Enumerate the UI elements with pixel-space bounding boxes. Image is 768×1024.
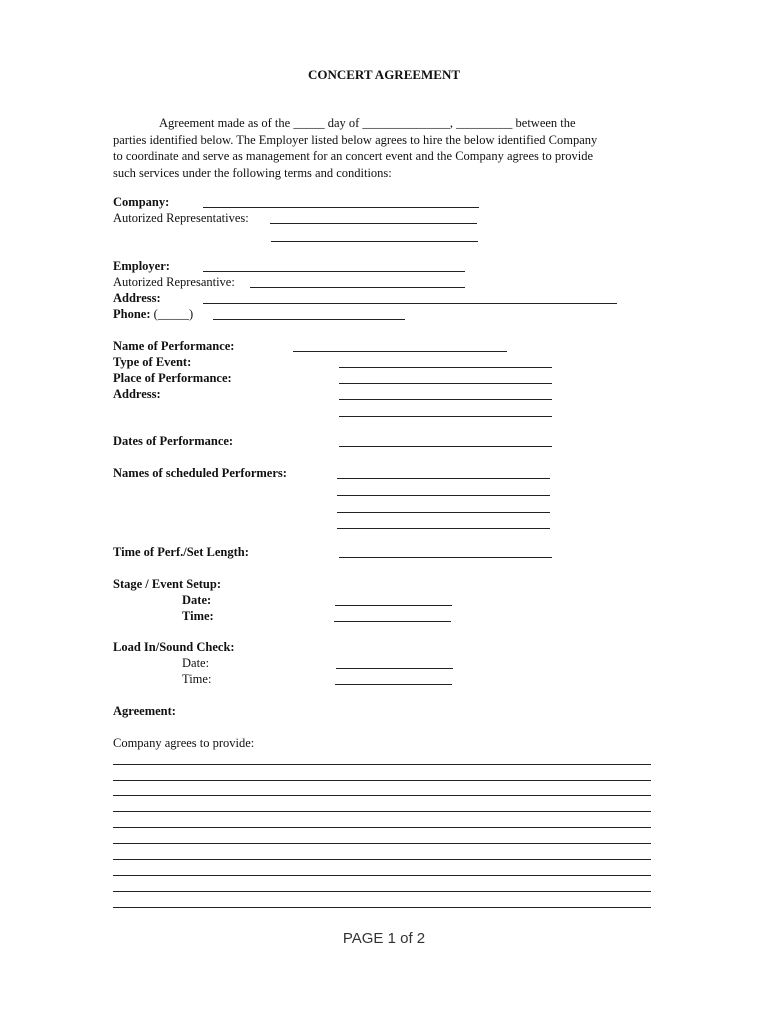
employer-phone-area-code[interactable]: (_____) bbox=[153, 307, 194, 321]
load-in-time-label: Time: bbox=[182, 672, 212, 686]
performance-place-label: Place of Performance: bbox=[113, 371, 232, 385]
employer-label: Employer: bbox=[113, 259, 170, 273]
performers-label: Names of scheduled Performers: bbox=[113, 466, 287, 480]
intro-paragraph bbox=[113, 115, 656, 181]
employer-phone-label: Phone: bbox=[113, 307, 151, 321]
performance-dates-label: Dates of Performance: bbox=[113, 434, 234, 448]
load-in-label: Load In/Sound Check: bbox=[113, 640, 235, 654]
event-type-label: Type of Event: bbox=[113, 355, 192, 369]
performer-field-3[interactable] bbox=[337, 512, 550, 513]
performer-field-1[interactable] bbox=[337, 478, 550, 479]
intro-line: parties identified below. The Employer listed below agrees to hire the below identified Company bbox=[113, 132, 598, 147]
performance-name-label: Name of Performance: bbox=[113, 339, 235, 353]
stage-setup-date-field[interactable] bbox=[335, 605, 452, 606]
provide-line[interactable] bbox=[113, 843, 651, 844]
employer-rep-field[interactable] bbox=[250, 287, 465, 288]
provide-line[interactable] bbox=[113, 811, 651, 812]
company-reps-label: Autorized Representatives: bbox=[113, 211, 249, 225]
employer-address-label: Address: bbox=[113, 291, 161, 305]
company-provide-label: Company agrees to provide: bbox=[113, 736, 255, 750]
stage-setup-time-label: Time: bbox=[182, 609, 214, 623]
provide-line[interactable] bbox=[113, 875, 651, 876]
set-length-field[interactable] bbox=[339, 557, 552, 558]
company-rep-field-1[interactable] bbox=[270, 223, 477, 224]
employer-field[interactable] bbox=[203, 271, 465, 272]
document-title: CONCERT AGREEMENT bbox=[307, 67, 461, 82]
page-number: PAGE 1 of 2 bbox=[342, 930, 426, 947]
provide-line[interactable] bbox=[113, 907, 651, 908]
agreement-label: Agreement: bbox=[113, 704, 176, 718]
intro-line: to coordinate and serve as management for an concert event and the Company agrees to provide bbox=[113, 149, 594, 163]
performance-place-field[interactable] bbox=[339, 383, 552, 384]
provide-line[interactable] bbox=[113, 827, 651, 828]
employer-rep-label: Autorized Represantive: bbox=[113, 275, 235, 289]
company-label: Company: bbox=[113, 195, 170, 209]
employer-phone bbox=[113, 306, 193, 322]
performer-field-2[interactable] bbox=[337, 495, 550, 496]
provide-line[interactable] bbox=[113, 780, 651, 781]
company-rep-field-2[interactable] bbox=[271, 241, 478, 242]
stage-setup-time-field[interactable] bbox=[334, 621, 451, 622]
load-in-date-field[interactable] bbox=[336, 668, 453, 669]
employer-phone-field[interactable] bbox=[213, 319, 405, 320]
provide-line[interactable] bbox=[113, 764, 651, 765]
stage-setup-label: Stage / Event Setup: bbox=[113, 577, 221, 591]
performance-dates-field[interactable] bbox=[339, 446, 552, 447]
stage-setup-date-label: Date: bbox=[182, 593, 212, 607]
intro-line: such services under the following terms and conditions: bbox=[113, 165, 392, 180]
load-in-time-field[interactable] bbox=[335, 684, 452, 685]
event-type-field[interactable] bbox=[339, 367, 552, 368]
employer-address-field[interactable] bbox=[203, 303, 617, 304]
provide-line[interactable] bbox=[113, 795, 651, 796]
performer-field-4[interactable] bbox=[337, 528, 550, 529]
set-length-label: Time of Perf./Set Length: bbox=[113, 545, 249, 559]
intro-line: Agreement made as of the _____ day of ______________, _________ between the bbox=[159, 116, 576, 130]
provide-line[interactable] bbox=[113, 891, 651, 892]
performance-address-field-1[interactable] bbox=[339, 399, 552, 400]
performance-name-field[interactable] bbox=[293, 351, 507, 352]
company-field[interactable] bbox=[203, 207, 479, 208]
provide-line[interactable] bbox=[113, 859, 651, 860]
load-in-date-label: Date: bbox=[182, 656, 210, 670]
performance-address-field-2[interactable] bbox=[339, 416, 552, 417]
performance-address-label: Address: bbox=[113, 387, 161, 401]
